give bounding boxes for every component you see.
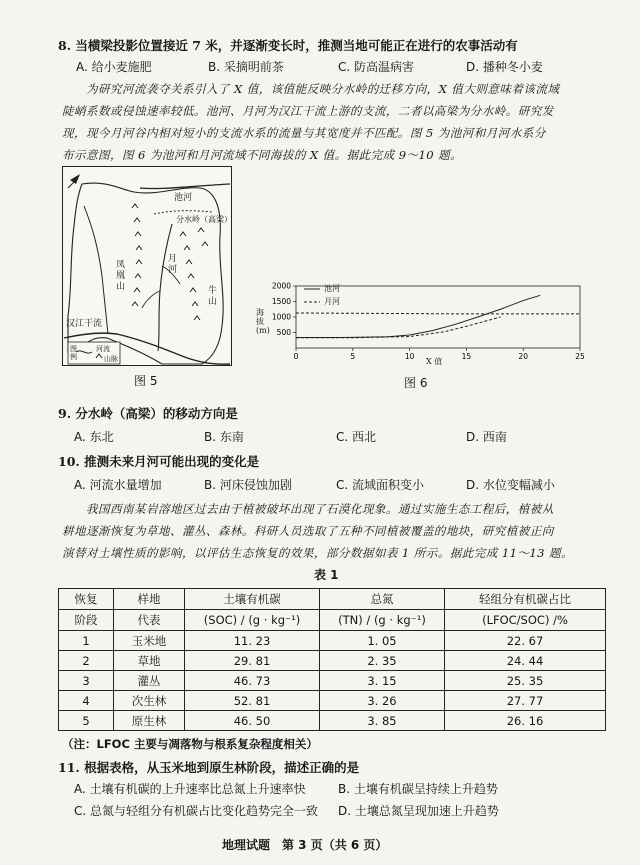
cell: 22. 67	[445, 631, 606, 651]
label-chi-he: 池河	[174, 193, 193, 203]
cell: 3. 15	[320, 671, 445, 691]
legend-mountain-label: 山脉	[104, 355, 118, 363]
q8-option-b: B. 采摘明前茶	[208, 60, 284, 74]
q9-option-d: D. 西南	[466, 430, 507, 444]
x-tick-label: 10	[404, 352, 415, 361]
q11-stem: 11. 根据表格，从玉米地到原生林阶段，描述正确的是	[58, 760, 360, 775]
cell: 25. 35	[445, 671, 606, 691]
figure5-map	[62, 166, 232, 366]
cell: 3. 26	[320, 691, 445, 711]
cell: 26. 16	[445, 711, 606, 731]
passage2-line1: 我国西南某岩溶地区过去由于植被破坏出现了石漠化现象。通过实施生态工程后，植被从	[86, 502, 554, 516]
x-tick-label: 20	[518, 352, 528, 361]
table1	[58, 588, 606, 731]
table-row	[59, 651, 606, 671]
label-yue-he: 月河	[168, 254, 178, 275]
q11-option-d: D. 土壤总氮呈现加速上升趋势	[338, 804, 499, 818]
cell: 46. 73	[185, 671, 320, 691]
passage1-line1: 为研究河流袭夺关系引入了 X 值，该值能反映分水岭的迁移方向，X 值大则意味着该流域	[86, 82, 560, 96]
header-cell: 轻组分有机碳占比	[445, 589, 606, 610]
y-tick-label: 1000	[271, 312, 291, 322]
cell: 玉米地	[114, 631, 185, 651]
cell: 3. 85	[320, 711, 445, 731]
q9-stem: 9. 分水岭（高梁）的移动方向是	[58, 406, 238, 421]
header-cell: 恢复	[59, 589, 114, 610]
q8-option-c: C. 防高温病害	[338, 60, 415, 74]
table-row	[59, 711, 606, 731]
q8-stem: 8. 当横梁投影位置接近 7 米，并逐渐变长时，推测当地可能正在进行的农事活动有	[58, 38, 518, 53]
cell: 29. 81	[185, 651, 320, 671]
table-header-row2	[59, 610, 606, 631]
cell: 5	[59, 711, 114, 731]
table-row	[59, 631, 606, 651]
label-hanjiang: 汉江干流	[66, 319, 103, 329]
q10-option-a: A. 河流水量增加	[74, 478, 162, 492]
figure5-caption: 图 5	[134, 374, 158, 388]
chart-svg	[258, 280, 588, 370]
header-cell: 阶段	[59, 610, 114, 631]
x-tick-label: 15	[461, 352, 472, 361]
cell: 52. 81	[185, 691, 320, 711]
q11-option-a: A. 土壤有机碳的上升速率比总氮上升速率快	[74, 782, 306, 796]
x-tick-label: 25	[575, 352, 585, 361]
label-fenghuang-shan: 凤凰山	[116, 260, 126, 292]
header-cell: (TN) / (g · kg⁻¹)	[320, 610, 445, 631]
series-line-1	[296, 313, 580, 314]
legend-title: 图例	[70, 345, 77, 361]
x-tick-label: 0	[293, 352, 299, 361]
q10-option-d: D. 水位变幅减小	[466, 478, 555, 492]
figure6-chart	[258, 280, 588, 370]
cell: 原生林	[114, 711, 185, 731]
header-cell: 土壤有机碳	[185, 589, 320, 610]
label-niu-shan: 牛山	[208, 286, 218, 307]
header-cell: 代表	[114, 610, 185, 631]
chart-ylabel: 海拔(m)	[256, 308, 270, 335]
header-cell: 样地	[114, 589, 185, 610]
cell: 1	[59, 631, 114, 651]
q9-option-c: C. 西北	[336, 430, 377, 444]
table1-note: （注：LFOC 主要与凋落物与根系复杂程度相关）	[62, 737, 318, 751]
passage1-line3: 现，现今月河谷内相对短小的支流水系的流量与其宽度并不匹配。图 5 为池河和月河水系分	[62, 126, 546, 140]
page-footer: 地理试题 第 3 页（共 6 页）	[222, 838, 388, 852]
legend-river-label: 河流	[96, 345, 110, 353]
label-divide: 分水岭（高梁）	[176, 215, 232, 224]
legend-yue-he: 月河	[324, 297, 340, 306]
q11-option-c: C. 总氮与轻组分有机碳占比变化趋势完全一致	[74, 804, 319, 818]
cell: 次生林	[114, 691, 185, 711]
table-row	[59, 671, 606, 691]
cell: 草地	[114, 651, 185, 671]
cell: 24. 44	[445, 651, 606, 671]
header-cell: 总氮	[320, 589, 445, 610]
table1-title: 表 1	[314, 568, 339, 582]
q9-option-a: A. 东北	[74, 430, 114, 444]
table-header-row1	[59, 589, 606, 610]
x-tick-label: 5	[350, 352, 356, 361]
table-row	[59, 691, 606, 711]
passage1-line4: 布示意图，图 6 为池河和月河流域不同海拔的 X 值。据此完成 9～10 题。	[62, 148, 463, 162]
figure6-caption: 图 6	[404, 376, 428, 390]
cell: 4	[59, 691, 114, 711]
q10-option-b: B. 河床侵蚀加剧	[204, 478, 292, 492]
cell: 11. 23	[185, 631, 320, 651]
y-tick-label: 1500	[271, 297, 291, 306]
cell: 2	[59, 651, 114, 671]
passage1-line2: 陡峭系数或侵蚀速率较低。池河、月河为汉江干流上游的支流，二者以高梁为分水岭。研究发	[62, 104, 554, 118]
q11-option-b: B. 土壤有机碳呈持续上升趋势	[338, 782, 498, 796]
cell: 46. 50	[185, 711, 320, 731]
chart-xlabel: X 值	[426, 357, 443, 366]
q10-stem: 10. 推测未来月河可能出现的变化是	[58, 454, 260, 469]
cell: 灌丛	[114, 671, 185, 691]
passage2-line2: 耕地逐渐恢复为草地、灌丛、森林。科研人员选取了五种不同植被覆盖的地块，研究植被正向	[62, 524, 554, 538]
cell: 2. 35	[320, 651, 445, 671]
q8-option-a: A. 给小麦施肥	[76, 60, 152, 74]
map-svg	[62, 166, 232, 366]
q9-option-b: B. 东南	[204, 430, 244, 444]
cell: 3	[59, 671, 114, 691]
q8-option-d: D. 播种冬小麦	[466, 60, 543, 74]
y-tick-label: 500	[276, 328, 291, 337]
q10-option-c: C. 流域面积变小	[336, 478, 425, 492]
y-tick-label: 2000	[271, 281, 291, 291]
header-cell: (LFOC/SOC) /%	[445, 610, 606, 631]
passage2-line3: 演替对土壤性质的影响，以评估生态恢复的效果，部分数据如表 1 所示。据此完成 11～13 题。	[62, 546, 573, 560]
legend-chi-he: 池河	[324, 284, 340, 293]
header-cell: (SOC) / (g · kg⁻¹)	[185, 610, 320, 631]
cell: 27. 77	[445, 691, 606, 711]
cell: 1. 05	[320, 631, 445, 651]
